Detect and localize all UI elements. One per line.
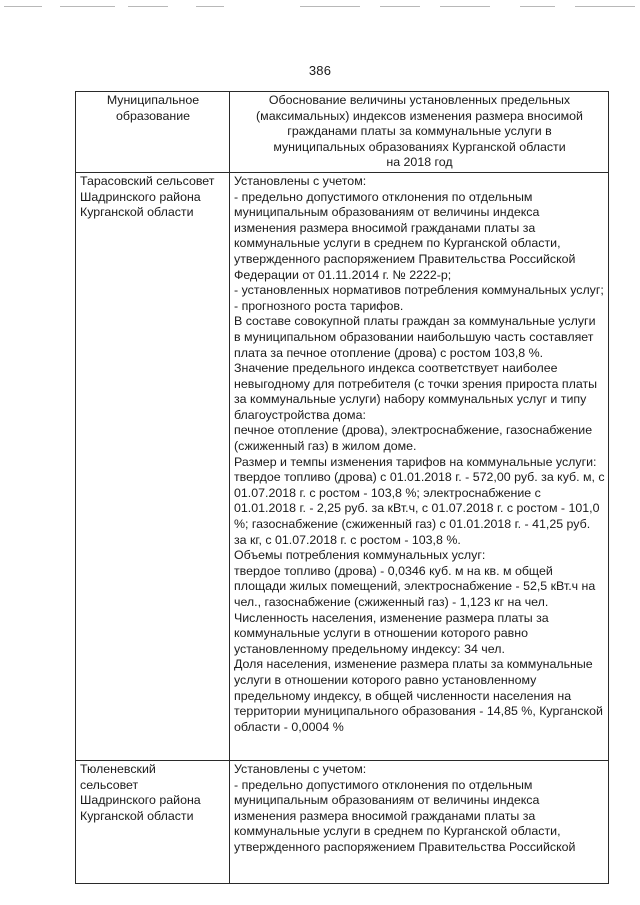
table-header-row — [76, 92, 609, 173]
municipality-line: Тарасовский сельсовет — [80, 173, 215, 188]
header-line: образование — [115, 108, 191, 123]
municipality-line: Шадринского района — [80, 793, 201, 808]
municipality-cell — [76, 760, 230, 883]
paragraph: Установлены с учетом: — [234, 173, 367, 188]
municipality-line: Шадринского района — [80, 189, 201, 204]
paragraph: - предельно допустимого отклонения по отдельным муниципальным образованиям от величины индекса изменения размера вносимой гражданами платы за коммунальные услуги в среднем по Курганской области, утвержденного распоряжением Правительства Российской — [234, 777, 576, 854]
municipality-line: сельсовет — [80, 777, 139, 792]
paragraph: твердое топливо (дрова) - 0,0346 куб. м на кв. м общей площади жилых помещений, электроснабжение - 52,5 кВт.ч на чел., газоснабжение (сжиженный газ) - 1,123 кг на чел. — [234, 563, 596, 609]
header-municipality — [76, 92, 230, 173]
paragraph: твердое топливо (дрова) с 01.01.2018 г. - 572,00 руб. за куб. м, с 01.07.2018 г. с ростом - 103,8 %; электроснабжение с 01.01.2018 г. - 2,25 руб. за кВт.ч, с 01.07.2018 г. с ростом - 101,0 %; газоснабжение (сжиженный газ) с 01.01.2018 г. - 41,25 руб. за кг, с 01.07.2018 г. с ростом - 103,8 %. — [234, 470, 605, 547]
paragraph: В составе совокупной платы граждан за коммунальные услуги в муниципальном образовании наибольшую часть составляет плата за печное отопление (дрова) с ростом 103,8 %. — [234, 314, 596, 360]
paragraph: Объемы потребления коммунальных услуг: — [234, 548, 486, 563]
header-line: Муниципальное — [106, 93, 200, 107]
justification-cell — [230, 760, 609, 883]
header-line: на 2018 год — [386, 155, 453, 170]
municipality-line: Тюленевский — [80, 761, 156, 776]
header-line: гражданами платы за коммунальные услуги в — [287, 124, 552, 139]
paragraph: Значение предельного индекса соответствует наиболее невыгодному для потребителя (с точки зрения прироста платы за коммунальные услуги) набору коммунальных услуг и типу благоустройства дома: — [234, 361, 598, 422]
municipality-line: Курганской области — [80, 808, 194, 823]
header-line: Обоснование величины установленных предельных — [268, 93, 571, 107]
paragraph: - предельно допустимого отклонения по отдельным муниципальным образованиям от величины индекса изменения размера вносимой гражданами платы за коммунальные услуги в среднем по Курганской области, утвержденного распоряжением Правительства Российской Федерации от 01.11.2014 г. № 2222-р; — [234, 189, 576, 282]
justification-table — [75, 91, 609, 884]
scan-top-edge — [0, 0, 640, 12]
paragraph: - прогнозного роста тарифов. — [234, 298, 404, 313]
header-line: муниципальных образованиях Курганской области — [273, 139, 566, 154]
paragraph: Численность населения, изменение размера платы за коммунальные услуги в отношении которого равно установленному предельному индексу: 34 чел. — [234, 610, 549, 656]
page-number: 386 — [308, 63, 332, 78]
paragraph: Установлены с учетом: — [234, 761, 367, 776]
justification-cell — [230, 172, 609, 760]
paragraph: печное отопление (дрова), электроснабжение, газоснабжение (сжиженный газ) в жилом доме. — [234, 423, 593, 454]
paragraph: - установленных нормативов потребления коммунальных услуг; — [234, 283, 604, 298]
header-line: (максимальных) индексов изменения размера вносимой — [256, 108, 583, 123]
table-row — [76, 172, 609, 760]
paragraph: Размер и темпы изменения тарифов на коммунальные услуги: — [234, 454, 597, 469]
municipality-line: Курганской области — [80, 205, 194, 220]
header-justification — [230, 92, 609, 173]
paragraph: Доля населения, изменение размера платы за коммунальные услуги в отношении которого равно установленному предельному индексу, в общей численности населения на территории муниципального образования - 14,85 %, Курганской области - 0,0004 % — [234, 657, 603, 734]
municipality-cell — [76, 172, 230, 760]
table-row — [76, 760, 609, 883]
